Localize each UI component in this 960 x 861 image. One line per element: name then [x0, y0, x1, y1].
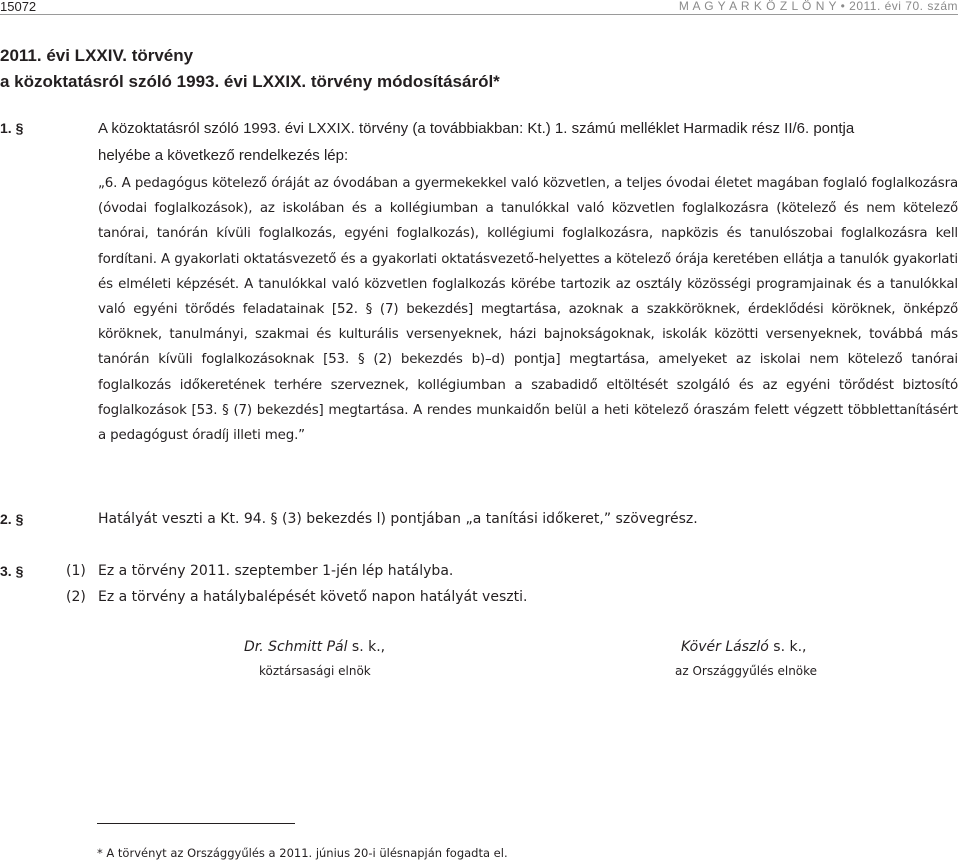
- signatory-name: Kövér László: [681, 639, 769, 655]
- section-3-number: 3. §: [0, 563, 24, 579]
- page-number: 15072: [0, 0, 37, 14]
- section-2-text: Hatályát veszti a Kt. 94. § (3) bekezdés l) pontjában „a tanítási időkeret,” szövegrész.: [98, 511, 698, 527]
- running-header: [0, 0, 960, 15]
- section-3-para2-label: (2): [66, 589, 86, 605]
- signatory-suffix: s. k.,: [768, 639, 807, 655]
- signatory-role: köztársasági elnök: [259, 664, 371, 678]
- act-subtitle: a közoktatásról szóló 1993. évi LXXIX. törvény módosításáról*: [0, 72, 500, 91]
- section-3-para1-text: Ez a törvény 2011. szeptember 1-jén lép hatályba.: [98, 563, 454, 579]
- signatory-name: Dr. Schmitt Pál: [244, 639, 348, 655]
- header-rule: [0, 14, 958, 15]
- section-1-text-line1: A közoktatásról szóló 1993. évi LXXIX. törvény (a továbbiakban: Kt.) 1. számú melléklet Harmadik rész II/6. pontja: [98, 120, 855, 137]
- footnote: * A törvényt az Országgyűlés a 2011. június 20-i ülésnapján fogadta el.: [97, 846, 508, 860]
- section-1-number: 1. §: [0, 120, 24, 136]
- signature-speaker: [681, 639, 806, 655]
- signatory-role: az Országgyűlés elnöke: [675, 664, 818, 678]
- act-title: 2011. évi LXXIV. törvény: [0, 46, 194, 65]
- section-3-para2-text: Ez a törvény a hatálybalépését követő napon hatályát veszti.: [98, 589, 528, 605]
- publication-title: M A G Y A R K Ö Z L Ö N Y • 2011. évi 70. szám: [678, 0, 958, 13]
- section-2-number: 2. §: [0, 511, 24, 527]
- signature-president: [244, 639, 385, 655]
- footnote-rule: [97, 823, 295, 824]
- amended-provision-quote: „6. A pedagógus kötelező óráját az óvodában a gyermekekkel való közvetlen, a teljes óvodai életet magában foglaló foglalkozásra (óvodai foglalkozások), az iskolában és a kollégiumban a tanulókkal való közvetlen foglalkozásra (kötelező és nem kötelező tanórai, tanórán kívüli foglalkozás, egyéni foglalkozás), kollégiumi foglalkozásra, napközis és tanulószobai foglalkozásra kell fordítani. A gyakorlati oktatásvezető és a gyakorlati oktatásvezető-helyettes a kötelező órája keretében ellátja a tanulók gyakorlati és elméleti képzését. A tanulókkal való közvetlen foglalkozás körébe tartozik az osztály közösségi programjainak és a tanulókkal való egyéni törődés feladatainak [52. § (7) bekezdés] megtartása, azoknak a szakköröknek, érdeklődési köröknek, önképző köröknek, tanulmányi, szakmai és kulturális versenyeknek, házi bajnokságoknak, iskolák közötti versenyeknek, továbbá más tanórán kívüli foglalkozásoknak [53. § (2) bekezdés b)–d) pontja] megtartása, amelyeket az iskolai nem kötelező tanórai foglalkozás időkeretének terhére szerveznek, kollégiumban a szabadidő eltöltését szolgáló és az egyéni törődést biztosító foglalkozások [53. § (7) bekezdés] megtartása. A rendes munkaidőn belül a heti kötelező óraszám felett végzett többlettanításért a pedagógust óradíj illeti meg.”: [98, 176, 958, 444]
- section-3-para1-label: (1): [66, 563, 86, 579]
- signatory-suffix: s. k.,: [347, 639, 386, 655]
- section-1-text-line2: helyébe a következő rendelkezés lép:: [98, 147, 349, 164]
